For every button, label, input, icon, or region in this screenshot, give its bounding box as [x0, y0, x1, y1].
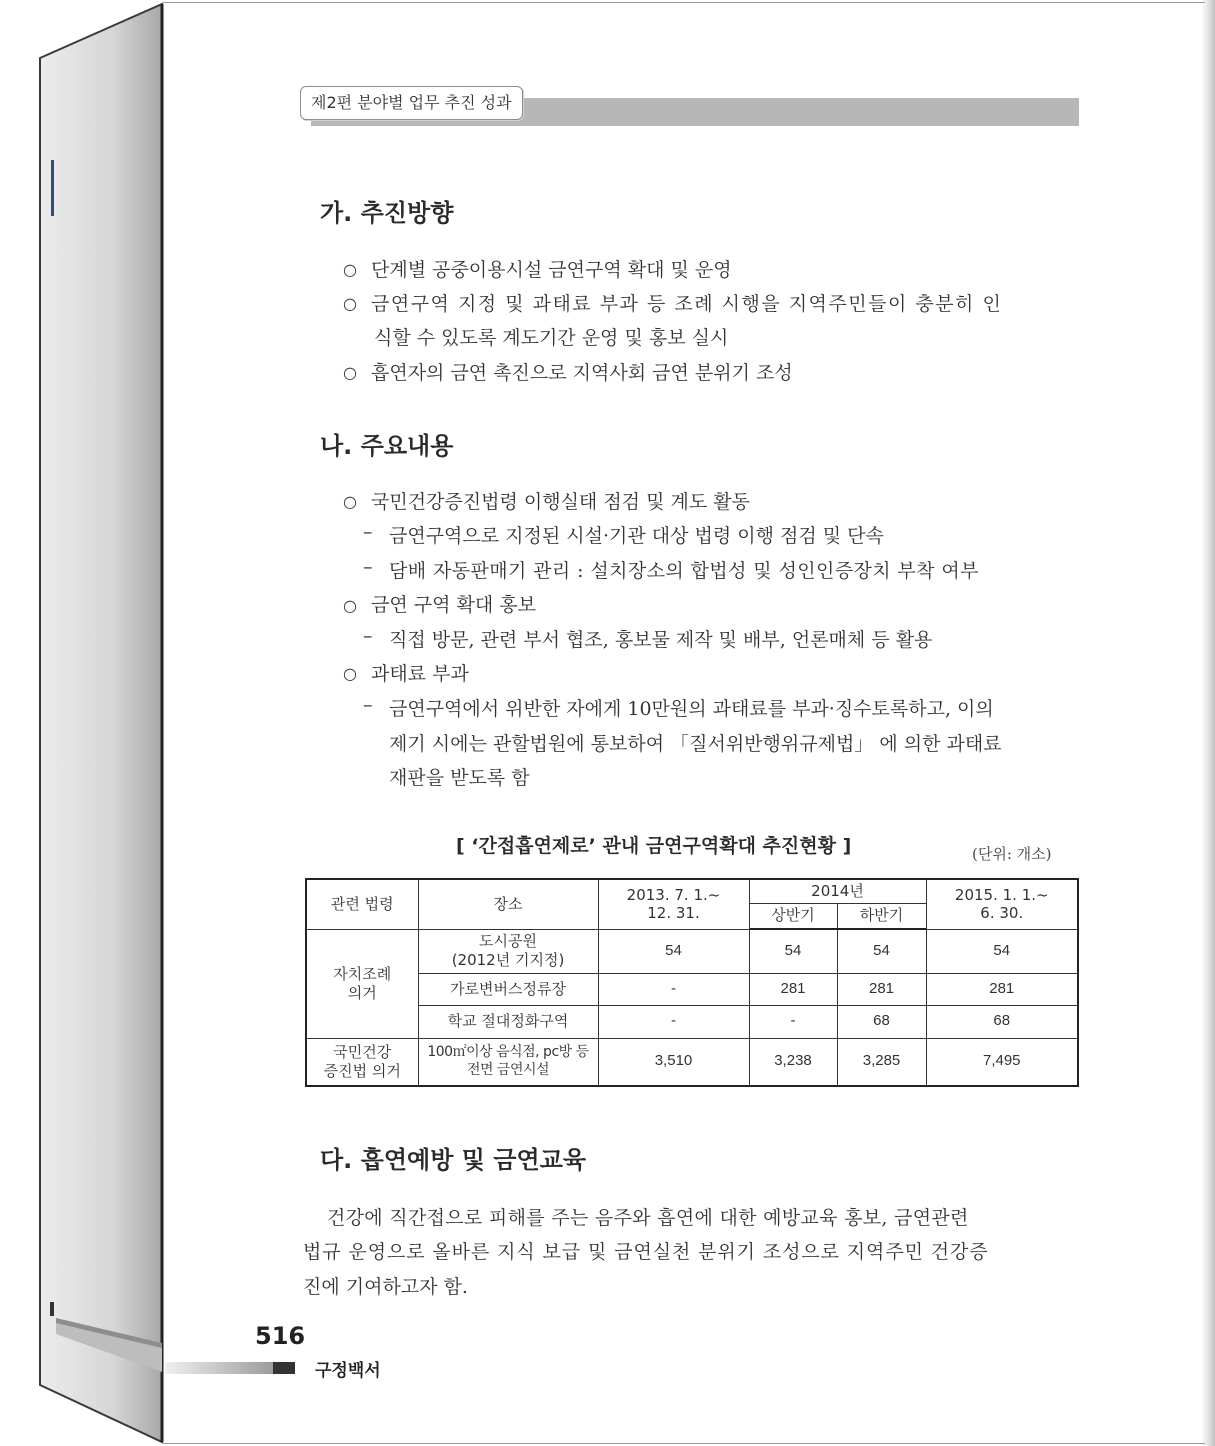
- dash-marker: –: [363, 521, 373, 543]
- education-paragraph-line-2: 법규 운영으로 올바른 지식 보급 및 금연실천 분위기 조성으로 지역주민 건강증: [303, 1241, 989, 1263]
- value-cell: 54: [926, 929, 1078, 973]
- bullet-icon: ○: [343, 492, 357, 511]
- header-second-half: 하반기: [837, 903, 926, 929]
- value-cell: 281: [749, 973, 837, 1005]
- content-sub-3a-cont2: 재판을 받도록 함: [389, 767, 530, 789]
- chapter-tab: 제2편 분야별 업무 추진 성과: [300, 86, 523, 120]
- value-cell: 281: [837, 973, 926, 1005]
- value-cell: 68: [926, 1005, 1078, 1038]
- smoke-free-zone-table: [305, 878, 1079, 1087]
- value-cell: 3,285: [837, 1038, 926, 1086]
- header-period-2015: 2015. 1. 1.~ 6. 30.: [926, 879, 1078, 929]
- bullet-icon: ○: [343, 664, 357, 683]
- table-row: [306, 973, 1078, 1005]
- dash-marker: –: [363, 556, 373, 578]
- law-cell-ordinance: 자치조례 의거: [306, 929, 418, 1038]
- value-cell: -: [598, 1005, 749, 1038]
- content-sub-3a-cont1: 제기 시에는 관할법원에 통보하여 「질서위반행위규제법」 에 의한 과태료: [389, 733, 1002, 755]
- content-sub-1b: 담배 자동판매기 관리 : 설치장소의 합법성 및 성인인증장치 부착 여부: [389, 560, 979, 582]
- direction-item-3: 흡연자의 금연 촉진으로 지역사회 금연 분위기 조성: [371, 362, 793, 384]
- place-cell: 학교 절대정화구역: [418, 1005, 598, 1038]
- content-sub-3a: 금연구역에서 위반한 자에게 10만원의 과태료를 부과·징수토록하고, 이의: [389, 698, 994, 720]
- value-cell: -: [598, 973, 749, 1005]
- law-cell-health-act: 국민건강 증진법 의거: [306, 1038, 418, 1086]
- education-paragraph-line-1: 건강에 직간접으로 피해를 주는 음주와 흡연에 대한 예방교육 홍보, 금연관련: [327, 1207, 969, 1229]
- content-item-1: 국민건강증진법령 이행실태 점검 및 계도 활동: [371, 491, 750, 513]
- header-place: 장소: [418, 879, 598, 929]
- page-number: 516: [255, 1322, 306, 1350]
- section-title-main-content: 나. 주요내용: [320, 432, 454, 460]
- table-row: [306, 929, 1078, 973]
- page-top-edge: [163, 2, 1205, 3]
- header-first-half: 상반기: [749, 903, 837, 929]
- bullet-icon: ○: [343, 363, 357, 382]
- content-item-3: 과태료 부과: [371, 663, 469, 685]
- value-cell: -: [749, 1005, 837, 1038]
- footer-bar: [165, 1362, 273, 1374]
- direction-item-2-cont: 식할 수 있도록 계도기간 운영 및 홍보 실시: [374, 327, 729, 349]
- section-title-direction: 가. 추진방향: [320, 199, 454, 227]
- bullet-icon: ○: [343, 294, 357, 313]
- value-cell: 54: [598, 929, 749, 973]
- header-year-2014: 2014년: [749, 879, 926, 903]
- value-cell: 281: [926, 973, 1078, 1005]
- page-bottom-edge: [163, 1443, 1205, 1444]
- section-title-prevention-education: 다. 흡연예방 및 금연교육: [320, 1146, 587, 1174]
- book-binding: [0, 0, 170, 1446]
- header-law: 관련 법령: [306, 879, 418, 929]
- table-unit: (단위: 개소): [972, 845, 1052, 863]
- content-sub-1a: 금연구역으로 지정된 시설·기관 대상 법령 이행 점검 및 단속: [389, 525, 884, 547]
- place-cell: 가로변버스정류장: [418, 973, 598, 1005]
- header-period-2013: 2013. 7. 1.~ 12. 31.: [598, 879, 749, 929]
- table-title: [ ‘간접흡연제로’ 관내 금연구역확대 추진현황 ]: [456, 835, 852, 857]
- value-cell: 68: [837, 1005, 926, 1038]
- table-row: [306, 1038, 1078, 1086]
- dash-marker: –: [363, 694, 373, 716]
- direction-item-2: 금연구역 지정 및 과태료 부과 등 조례 시행을 지역주민들이 충분히 인: [371, 293, 1003, 315]
- content-sub-2a: 직접 방문, 관련 부서 협조, 홍보물 제작 및 배부, 언론매체 등 활용: [389, 629, 933, 651]
- value-cell: 54: [837, 929, 926, 973]
- place-cell: 도시공원 (2012년 기지정): [418, 929, 598, 973]
- book-title: 구정백서: [315, 1361, 381, 1381]
- education-paragraph-line-3: 진에 기여하고자 함.: [303, 1276, 468, 1298]
- table-row: [306, 1005, 1078, 1038]
- bullet-icon: ○: [343, 596, 357, 615]
- value-cell: 7,495: [926, 1038, 1078, 1086]
- value-cell: 3,510: [598, 1038, 749, 1086]
- value-cell: 3,238: [749, 1038, 837, 1086]
- bullet-icon: ○: [343, 260, 357, 279]
- direction-item-1: 단계별 공중이용시설 금연구역 확대 및 운영: [371, 259, 732, 281]
- content-item-2: 금연 구역 확대 홍보: [371, 594, 536, 616]
- dash-marker: –: [363, 625, 373, 647]
- place-cell: 100㎡이상 음식점, pc방 등 전면 금연시설: [418, 1038, 598, 1086]
- value-cell: 54: [749, 929, 837, 973]
- footer-block: [273, 1362, 295, 1374]
